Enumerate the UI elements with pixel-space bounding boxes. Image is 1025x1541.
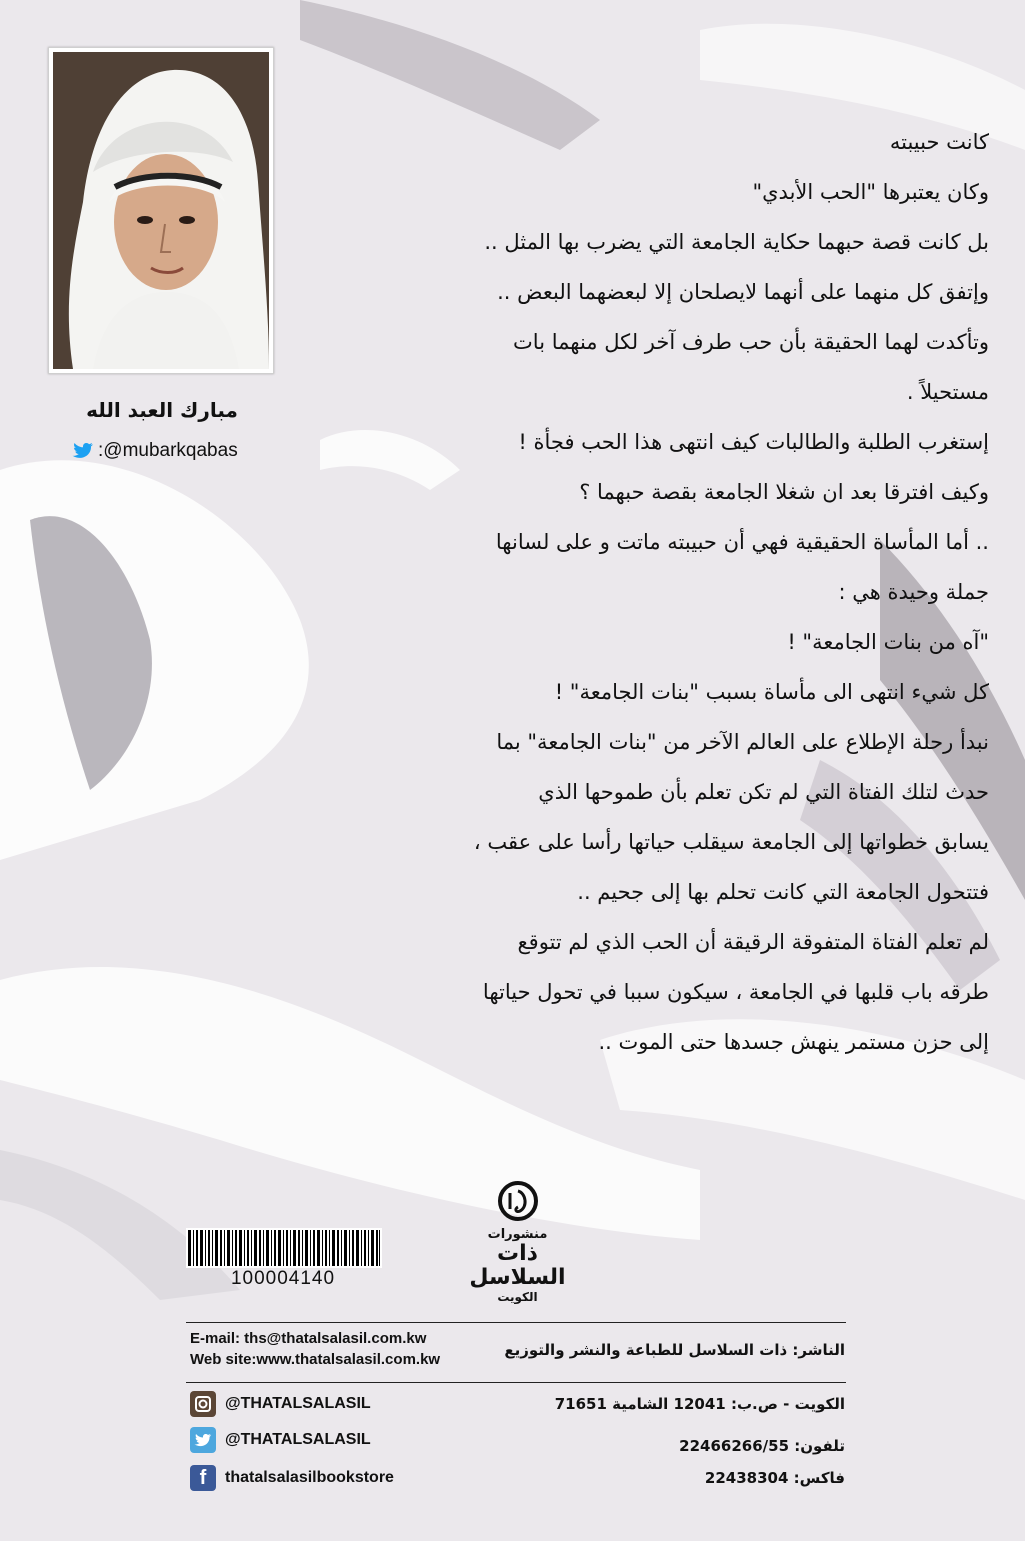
blurb-line: وكان يعتبرها "الحب الأبدي"	[752, 180, 989, 204]
blurb-line: جملة وحيدة هي :	[838, 580, 989, 604]
instagram-icon	[190, 1391, 216, 1417]
blurb-line: مستحيلاً .	[906, 380, 989, 404]
address-line: الكويت - ص.ب: 12041 الشامية 71651	[554, 1395, 845, 1413]
social-label: thatalsalasilbookstore	[225, 1469, 394, 1486]
twitter-bird-icon	[72, 442, 94, 460]
social-label: @THATALSALASIL	[225, 1395, 371, 1412]
phone-line: تلفون: 22466266/55	[679, 1437, 845, 1455]
social-instagram[interactable]	[190, 1391, 371, 1417]
publisher-logo	[455, 1181, 580, 1304]
twitter-icon	[190, 1427, 216, 1453]
blurb-line: حدث لتلك الفتاة التي لم تكن تعلم بأن طموحها الذي	[538, 780, 989, 804]
blurb-line: لم تعلم الفتاة المتفوقة الرقيقة أن الحب الذي لم تتوقع	[517, 930, 989, 954]
blurb-line: يسابق خطواتها إلى الجامعة سيقلب حياتها رأسا على عقب ،	[473, 830, 989, 854]
blurb-line: إستغرب الطلبة والطالبات كيف انتهى هذا الحب فجأة !	[518, 430, 989, 454]
fax-line: فاكس: 22438304	[704, 1469, 845, 1487]
blurb-line: فتتحول الجامعة التي كانت تحلم بها إلى جحيم ..	[577, 880, 989, 904]
barcode-number: 100004140	[230, 1268, 336, 1289]
author-photo	[48, 47, 274, 374]
social-twitter[interactable]	[190, 1427, 371, 1453]
blurb-line: وكيف افترقا بعد ان شغلا الجامعة بقصة حبهما ؟	[579, 480, 989, 504]
blurb-line: وتأكدت لهما الحقيقة بأن حب طرف آخر لكل منهما بات	[513, 330, 989, 354]
back-cover-blurb	[299, 117, 989, 1067]
author-twitter-handle[interactable]	[72, 440, 238, 462]
blurb-line: طرقه باب قلبها في الجامعة ، سيكون سببا في تحول حياتها	[482, 980, 989, 1004]
barcode	[186, 1228, 382, 1268]
publisher-line: الناشر: ذات السلاسل للطباعة والنشر والتوزيع	[504, 1341, 845, 1359]
chain-emblem-icon	[496, 1181, 540, 1221]
email-text[interactable]: E-mail: ths@thatalsalasil.com.kw	[190, 1330, 427, 1347]
publisher-logo-name: ذات السلاسل	[469, 1241, 566, 1290]
publisher-logo-country: الكويت	[497, 1290, 538, 1304]
blurb-line: بل كانت قصة حبهما حكاية الجامعة التي يضرب بها المثل ..	[484, 230, 989, 254]
publisher-logo-prefix: منشورات	[487, 1227, 548, 1242]
author-name: مبارك العبد الله	[86, 398, 238, 422]
author-portrait-image	[53, 52, 269, 369]
social-facebook[interactable]	[190, 1465, 394, 1491]
blurb-line: "آه من بنات الجامعة" !	[787, 630, 989, 654]
blurb-line: إلى حزن مستمر ينهش جسدها حتى الموت ..	[598, 1030, 989, 1054]
footer-divider	[186, 1322, 846, 1323]
website-text[interactable]: Web site:www.thatalsalasil.com.kw	[190, 1351, 441, 1368]
blurb-line: وإتفق كل منهما على أنهما لايصلحان إلا لبعضهما البعض ..	[497, 280, 989, 304]
blurb-line: .. أما المأساة الحقيقية فهي أن حبيبته ماتت و على لسانها	[495, 530, 989, 554]
blurb-line: نبدأ رحلة الإطلاع على العالم الآخر من "بنات الجامعة" بما	[496, 730, 989, 754]
social-label: @THATALSALASIL	[225, 1431, 371, 1448]
blurb-line: كل شيء انتهى الى مأساة بسبب "بنات الجامعة" !	[554, 680, 989, 704]
author-handle-text: :@mubarkqabas	[98, 440, 238, 461]
footer-divider	[186, 1382, 846, 1383]
facebook-icon: f	[190, 1465, 216, 1491]
blurb-line: كانت حبيبته	[889, 130, 989, 154]
